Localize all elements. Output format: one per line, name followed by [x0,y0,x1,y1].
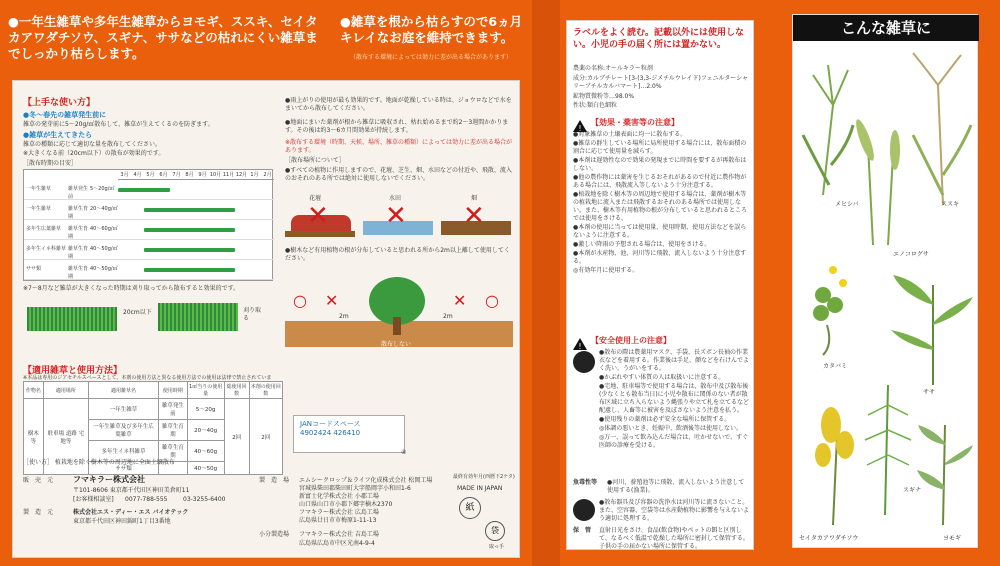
right-panel [560,0,1000,566]
effect-item: ●他の農作物には薬害を生じるおそれがあるので付近に農作物がある場合には、飛散流入等しないよう十分注意する。 [573,174,747,189]
safety-item: ●宅地、駐車場等で使用する場合は、散布中及び散布後(少なくとも散布当日)に小児や散布に関係のない者が散布区域に立ち入らないよう縄張りや立て札を立てるなど配慮し、人畜等に被害を及ぼさないよう注意を払う。 [599,383,750,414]
weed-label-susuki: ススキ [941,201,960,208]
warning-triangle-icon [573,335,587,350]
weed-label-mehishiba: メヒシバ [835,201,859,208]
schedule-row [24,220,274,240]
schedule-row-type: 雑草生育期 [68,266,89,280]
schedule-month: 9月 [198,172,207,178]
safety-item: ◎万一、誤って飲み込んだ場合は、吐かせないで、すぐ医師の診療を受ける。 [599,434,749,449]
schedule-month: 8月 [185,172,194,178]
forbidden-x-icon: ✕ [453,291,467,310]
danger-text: ●河川、養殖池等に飛散、流入しないよう注意して使用する(漁業)。 [607,479,745,494]
cut-label: 刈り取る [243,307,262,322]
schedule-month: 3月 [120,172,129,178]
table-header: 適用雑草名 [89,382,159,399]
effect-item: ●本剤の使用に当っては使用量、使用時期、使用方法などを誤らないように注意する。 [573,224,747,239]
effect-item: ●雑草の群生している場所に局所使用する場合には、散布面積の割合に応じて使用量を減らす。 [573,140,747,155]
soil-shape [285,231,355,237]
weeds-table-title: 【適用雑草と使用方法】 [23,366,123,376]
grass-tall-illustration [158,303,238,331]
place-title: ［散布場所について］ [285,157,345,164]
safety-item: ◎体調の悪いとき、妊娠中、飲酒後等は使用しない。 [599,425,742,432]
table-cell: 40～50g [187,462,224,475]
seller-fax: 03-3255-6400 [183,496,226,503]
allowed-o-icon: ○ [293,291,307,310]
schedule-month: 7月 [172,172,181,178]
sugina-plant [865,385,911,515]
drain-text: ●散布器具及び容器の洗浄水は河川等に流さないこと。また、空容器、空袋等は水産動植物に影響を与えないよう適切に処理する。 [599,499,750,522]
factory-line: 山口県山口市小郡下郷字楠木2370 [299,501,393,508]
schedule-month: 10月 [209,172,222,178]
table-header: 総使用回数 [224,382,249,399]
storage-text: 直射日光をさけ、食品(飲食物)やペットの餌と区別して、なるべく低温で乾燥した場所に密封して保管する。子供の手の届かない場所に保管する。 [599,527,749,550]
paddy-illustration [363,195,433,239]
weed-label-enokorogusa: エノコログサ [893,251,929,258]
danger-label: 魚毒性等 [573,479,598,486]
schedule-month: 6月 [159,172,168,178]
table-cell: 多年生イネ科雑草 [89,441,159,462]
field-label: 畑 [471,195,478,202]
table-cell: 雑草生育期 [158,441,187,462]
recycle-plastic-mark: 袋 [485,521,505,541]
seller-tel-label: [お客様相談室] [73,496,114,503]
no-drain-icon [573,499,595,521]
grass-short-illustration [27,307,117,331]
field-illustration [441,195,511,239]
env-note: ※散布する環境（時期、天候、場所、雑草の種類）によっては効力に差が出る場合があります。 [285,139,513,154]
effect-item: ●対象雑草の土壌表面に均一に散布する。 [573,131,687,138]
weeds-table-note: ※本品は専用のジアセチルスペースとして、本剤の使用方法と異なる使用方法での使用は法律で禁止されていま [23,375,272,381]
schedule-row-type: 雑草生育期 [68,226,89,240]
repack-name: フマキラー株式会社 吉島工場 [299,531,379,538]
table-cell: 雑草発生前 [158,399,187,420]
allowed-o-icon: ○ [485,291,499,310]
schedule-row-name: 一年生雑草 [26,186,52,192]
factory-list [299,477,449,525]
maker-addr: 東京都千代田区神田錦町1丁目3番地 [73,518,171,525]
property-line: 性状:類白色細粒 [573,102,618,109]
paddy-label: 水田 [389,195,402,202]
schedule-row-rate: 40～50g/㎡ [90,266,118,272]
headline-left: ●一年生雑草や多年生雑草からヨモギ、ススキ、セイタカアワダチソウ、スギナ、ササなどの枯れにくい雑草までしっかり枯らします。 [8,14,318,61]
schedule-month: 5月 [146,172,155,178]
headline-right: ●雑草を根から枯らすので6ヵ月キレイなお庭を維持できます。 [340,14,523,45]
tree-note: ●樹木など有用植物の根が分布していると思われる所から2m以上離して使用してください。 [285,247,510,262]
height-label: 20cm以下 [123,309,152,316]
weeds-panel-title: こんな雑草に [793,15,979,41]
factory-line: 宮城県柴田郡柴田町大字船岡字小和田1-6 [299,485,411,492]
no-spread-label: 散布しない [381,341,412,348]
distance-label-right: 2m [443,313,453,320]
weed-label-seitaka: セイタカアワダチソウ [799,535,859,542]
seller-name: フマキラー株式会社 [73,475,145,484]
schedule-row [24,240,274,260]
table-row [24,399,283,420]
schedule-bar [144,208,235,212]
effect-item: ●植栽地を除く樹木等の周辺地で使用する場合は、薬剤が樹木等の植栽地に流入または飛散するおそれのある場所では使用しない。また、樹木等有用植物の根が分布していると思われるところでは使用をさける。 [573,191,748,222]
susuki-plant [913,53,971,205]
factory-line: 広島県廿日市市梅原1-11-13 [299,517,377,524]
schedule-month: 11月 [222,172,235,178]
weeds-panel [792,14,978,548]
recycle-paper-mark: 紙 [459,497,481,519]
effect-title: 【効果・薬害等の注意】 [591,118,679,127]
schedule-row-rate: 5～20g/㎡ [90,186,115,192]
table-cell: 2回 [224,399,249,475]
usage-title: 【上手な使い方】 [23,98,96,108]
schedule-month: 1月 [250,172,259,178]
effect-item: ●激しい降雨の予想される場合は、使用をさける。 [573,241,711,248]
repack-label: 小分製造場 [259,531,290,538]
safety-item: ●使用残りの薬剤は必ず安全な場所に保管する。 [599,416,731,423]
weed-label-katabami: カタバミ [823,363,847,370]
warning-top: ラベルをよく読む。記載以外には使用しない。小児の手の届く所には置かない。 [573,28,745,50]
mehishiba-plant [803,65,853,195]
schedule-title: ［散布時期の目安］ [23,160,78,167]
weed-label-sugina: スギナ [903,487,922,494]
svg-text:!: ! [578,124,582,132]
schedule-row-name: 多年生広葉雑草 [26,226,62,232]
distance-label-left: 2m [339,313,349,320]
weed-label-yomogi: ヨモギ [943,535,962,542]
prohibit-x-icon: ✕ [385,201,407,231]
schedule-row [24,200,274,220]
table-cell: 樹木等 [24,399,44,475]
weed-label-sasa: ササ [923,389,936,396]
table-cell: 2回 [249,399,282,475]
tree-distance-illustration [285,271,513,351]
seller-label: 販 売 元 [23,477,54,484]
product-name-line: 農薬の名称:オールキラー粒剤 [573,65,653,72]
headline-sub-note: （散布する環境によっては効力に差が出る場合があります） [350,54,513,61]
usage-sec2: ●雑草が生えてきたら [23,131,93,139]
effect-list [573,131,749,276]
instructions-card [12,80,520,558]
place-note: ●すべての植物に作用しますので、花壇、芝生、畑、水田などの付近や、飛散、流入のおそれのある所では絶対に使用しないでください。 [285,167,512,182]
seller-tel: 0077-788-555 [125,496,168,503]
schedule-row-name: 一年生雑草 [26,206,52,212]
schedule-row-name: ササ類 [26,266,42,272]
warning-triangle-icon [573,117,587,132]
schedule-row-rate: 20～40g/㎡ [90,206,118,212]
schedule-row-name: 多年生イネ科雑草 [26,246,66,252]
table-cell: 20～40g [187,420,224,441]
seller-addr: 〒101-8606 東京都千代田区神田美倉町11 [73,487,190,494]
repack-addr: 広島県広島市中区光南4-9-4 [299,540,375,547]
schedule-month: 4月 [133,172,142,178]
schedule-bar [144,248,235,252]
schedule-month: 2月 [263,172,272,178]
recycle-handle-label: 取っ手 [489,544,505,550]
schedule-row-rate: 40～50g/㎡ [90,246,118,252]
page-mark: ④ [401,449,407,456]
prohibit-x-icon: ✕ [307,201,329,231]
factory-label: 製 造 場 [259,477,290,484]
table-cell: 一年生雑草及び多年生広葉雑草 [89,420,159,441]
enokorogusa-plant [853,118,900,245]
schedule-table [23,169,273,281]
schedule-row-type: 雑草生育期 [68,206,89,220]
table-cell: 雑草生育期 [158,420,187,441]
safety-item: ●かぶれやすい体質の人は取扱いに注意する。 [599,374,725,381]
table-header: 適用場所 [43,382,88,399]
maker-name: 株式会社エス・ディー・エス バイオテック [73,509,189,516]
schedule-bar [144,268,235,272]
jan-box [293,415,405,453]
schedule-month: 12月 [235,172,248,178]
schedule-row-rate: 40～60g/㎡ [90,226,118,232]
table-header: 1㎡当りの使用量 [187,382,224,399]
table-header: 使用時期 [158,382,187,399]
schedule-months [118,170,274,180]
safety-list [599,349,749,451]
flowerbed-illustration [285,195,355,239]
table-cell: 40～60g [187,441,224,462]
rain-note: ●雨上がりの使用が最も効果的です。地面が乾燥している時は、ジョウロなどで水をまいてから散布してください。 [285,97,512,112]
schedule-row-type: 雑草発生前 [68,186,89,200]
yomogi-plant [917,425,973,525]
expire-note: 最終有効年月(西暦下2ケタ) [453,474,515,480]
safety-item: ●散布の際は農薬用マスク、手袋、長ズボン長袖の作業衣などを着用する。作業後は手足、顔などを石けんでよく洗い、うがいをする。 [599,349,750,372]
absorb-note: ●地面にまいた薬剤が根から雑草に吸収され、枯れ始めるまで約2～3週間かかります。その後は約3～6カ月間効果が持続します。 [285,119,509,134]
table-cell: 一年生雑草 [89,399,159,420]
flowerbed-label: 花壇 [309,195,322,202]
factory-line: 新富士化学株式会社 小郡工場 [299,493,379,500]
factory-line: エムシークロップ＆ライフ化成株式会社 松岡工場 [299,477,433,484]
factory-line: フマキラー株式会社 広島工場 [299,509,379,516]
jan-label: JANコードスペース [300,420,361,428]
mask-icon [573,351,595,373]
schedule-row-type: 雑草生育期 [68,246,89,260]
schedule-bar [118,188,170,192]
jan-code: 4902424 426410 [300,429,361,437]
forbidden-x-icon: ✕ [325,291,339,310]
schedule-row [24,180,274,200]
cut-note: ※7～8月など雑草が大きくなった時期は刈り取ってから散布すると効果的です。 [23,285,240,292]
seitaka-plant [815,407,854,525]
katabami-plant [813,266,847,355]
made-in: MADE IN JAPAN [457,485,503,492]
table-header: 本剤の使用回数 [249,382,282,399]
weeds-bottom-note: ［使い方］ 植栽地を除く樹木等の周辺地に全面土壌散布 [23,459,175,466]
schedule-row [24,260,274,280]
svg-text:!: ! [578,342,582,350]
table-cell: ササ類 [89,462,159,475]
place-illustrations [285,195,513,239]
schedule-bar [144,228,235,232]
schedule-rows [24,180,274,282]
label-fold [532,0,560,566]
ingredient-line: 成分:カルブチレート[3-(3,3-ジメチルウレイド)フェニルターシャリーブチルカルバマート]…2.0% [573,75,749,90]
maker-label: 製 造 元 [23,509,54,516]
table-cell: 5～20g [187,399,224,420]
prohibit-x-icon: ✕ [463,201,485,231]
storage-label: 保 管 [573,527,592,534]
usage-sec1-text: 雑草の発芽前に5～20g/㎡散布して、雑草が生えてくるのを防ぎます。 [23,121,214,128]
table-header: 作物名 [24,382,44,399]
safety-title: 【安全使用上の注意】 [591,336,671,345]
usage-sec1: ●冬～春先の雑草発生前に [23,111,107,119]
effect-item: ◎有効年月に使用する。 [573,267,639,274]
table-cell: 駐車場 道路 宅地等 [43,399,88,475]
weeds-illustration [793,45,979,545]
effect-item: ●本剤は遅効性なので効果の発現までに時間を要するが再散布はしない。 [573,157,747,172]
mineral-line: 鉱物質微粉等…98.0% [573,93,635,100]
cautions-card [566,20,754,550]
sasa-plant [891,275,973,385]
tree-trunk [393,317,401,335]
effect-item: ●本剤が水産物、池、河川等に飛散、流入しないよう十分注意する。 [573,250,747,265]
usage-sec2-text: 雑草の種類に応じて適切な量を散布してください。 [23,141,162,148]
usage-sec2-note: ※大きくなる前（20cm以下）の散布が効果的です。 [23,150,165,157]
